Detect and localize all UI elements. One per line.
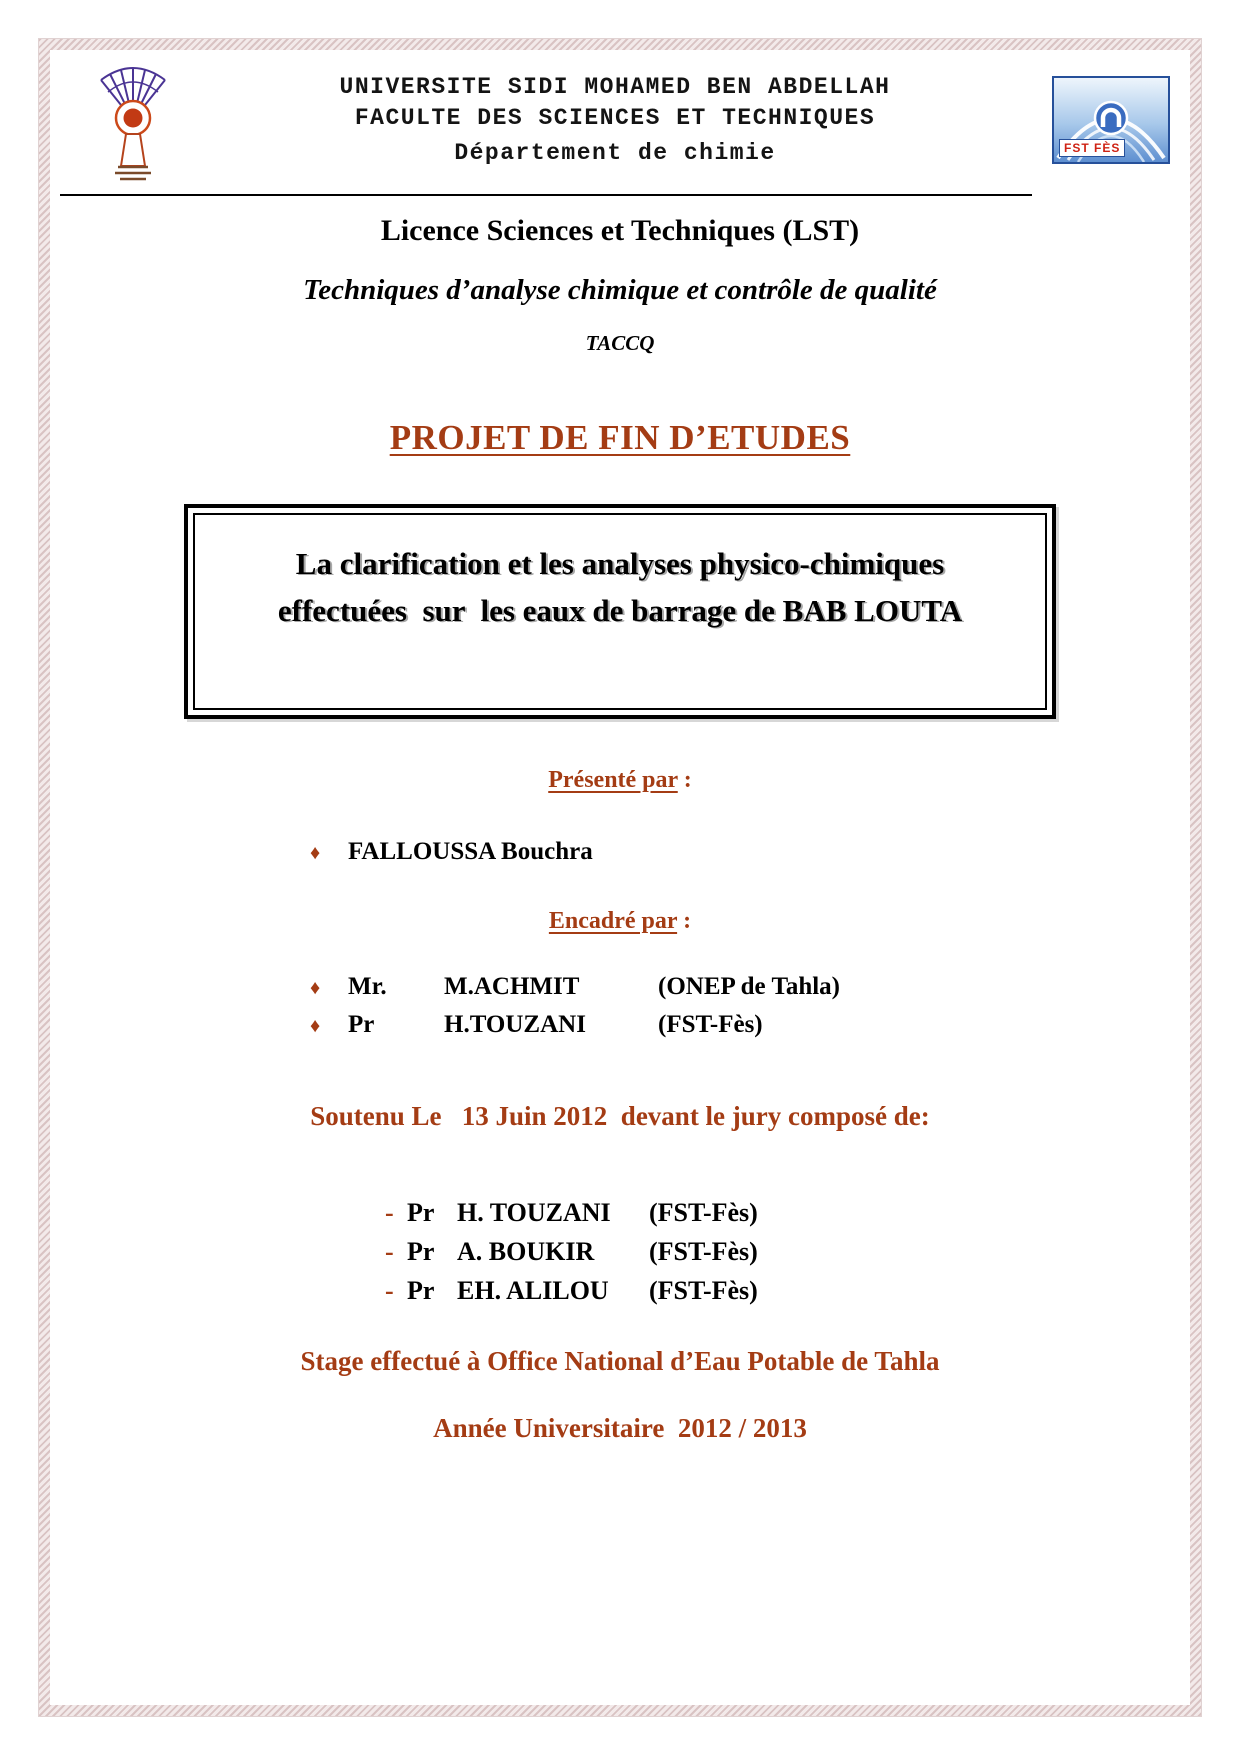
jury-member-row — [385, 1276, 855, 1306]
supervised-by-colon: : — [677, 908, 692, 934]
advisor-row — [310, 973, 930, 1001]
program-acronym: TACCQ — [585, 331, 655, 355]
jury-member-affiliation: (FST-Fès) — [649, 1237, 758, 1266]
internship-statement: Stage effectué à Office National d’Eau Potable de Tahla — [300, 1346, 940, 1376]
jury-dash: - — [385, 1198, 394, 1227]
university-name: UNIVERSITE SIDI MOHAMED BEN ABDELLAH — [339, 74, 891, 100]
author-row — [310, 838, 930, 866]
department-name: Département de chimie — [454, 140, 776, 167]
jury-block — [385, 1198, 855, 1306]
thesis-title — [193, 513, 1047, 710]
advisor-affiliation: (FST-Fès) — [658, 1011, 763, 1038]
jury-member-row — [385, 1198, 855, 1228]
defense-statement: Soutenu Le 13 Juin 2012 devant le jury composé de: — [310, 1101, 930, 1131]
academic-year: Année Universitaire 2012 / 2013 — [433, 1413, 807, 1443]
diamond-bullet-icon: ♦ — [310, 1015, 321, 1037]
diamond-bullet-icon: ♦ — [310, 842, 321, 864]
advisors-block — [310, 973, 930, 1039]
presented-by-label: Présenté par : — [548, 767, 692, 793]
advisor-name: M.ACHMIT — [444, 973, 580, 1000]
advisor-affiliation: (ONEP de Tahla) — [658, 973, 840, 1000]
institution-block — [178, 66, 1052, 169]
diamond-bullet-icon: ♦ — [310, 977, 321, 999]
jury-dash: - — [385, 1276, 394, 1305]
jury-member-row — [385, 1237, 855, 1267]
presented-by-colon: : — [677, 767, 692, 793]
thesis-title-line-2: effectuées sur les eaux de barrage de BAB LOUTA — [277, 592, 963, 628]
report-type-heading: PROJET DE FIN D’ETUDES — [389, 418, 851, 457]
specialty-title: Techniques d’analyse chimique et contrôle de qualité — [303, 274, 937, 306]
jury-member-name: H. TOUZANI — [457, 1198, 611, 1227]
fst-logo-text: FST FÈS — [1059, 139, 1125, 157]
jury-member-title: Pr — [407, 1198, 435, 1227]
jury-member-affiliation: (FST-Fès) — [649, 1276, 758, 1305]
jury-member-name: EH. ALILOU — [457, 1276, 609, 1305]
jury-member-title: Pr — [407, 1237, 435, 1266]
faculty-name: FACULTE DES SCIENCES ET TECHNIQUES — [354, 105, 876, 132]
advisor-row — [310, 1011, 930, 1039]
jury-member-name: A. BOUKIR — [457, 1237, 595, 1266]
advisor-title: Mr. — [348, 973, 387, 1000]
fst-fes-logo-icon — [1052, 76, 1170, 164]
thesis-title-box — [184, 504, 1056, 719]
degree-title: Licence Sciences et Techniques (LST) — [380, 214, 860, 247]
university-emblem-icon — [88, 66, 178, 182]
supervised-by-label: Encadré par : — [548, 908, 692, 934]
header — [0, 0, 1240, 182]
thesis-title-line-1: La clarification et les analyses physico-chimiques — [295, 546, 945, 581]
advisor-name: H.TOUZANI — [444, 1011, 586, 1038]
jury-dash: - — [385, 1237, 394, 1266]
header-divider — [60, 194, 1032, 196]
jury-member-title: Pr — [407, 1276, 435, 1305]
jury-member-affiliation: (FST-Fès) — [649, 1198, 758, 1227]
author-name: FALLOUSSA Bouchra — [348, 838, 593, 865]
author-block — [310, 838, 930, 866]
advisor-title: Pr — [348, 1011, 375, 1038]
